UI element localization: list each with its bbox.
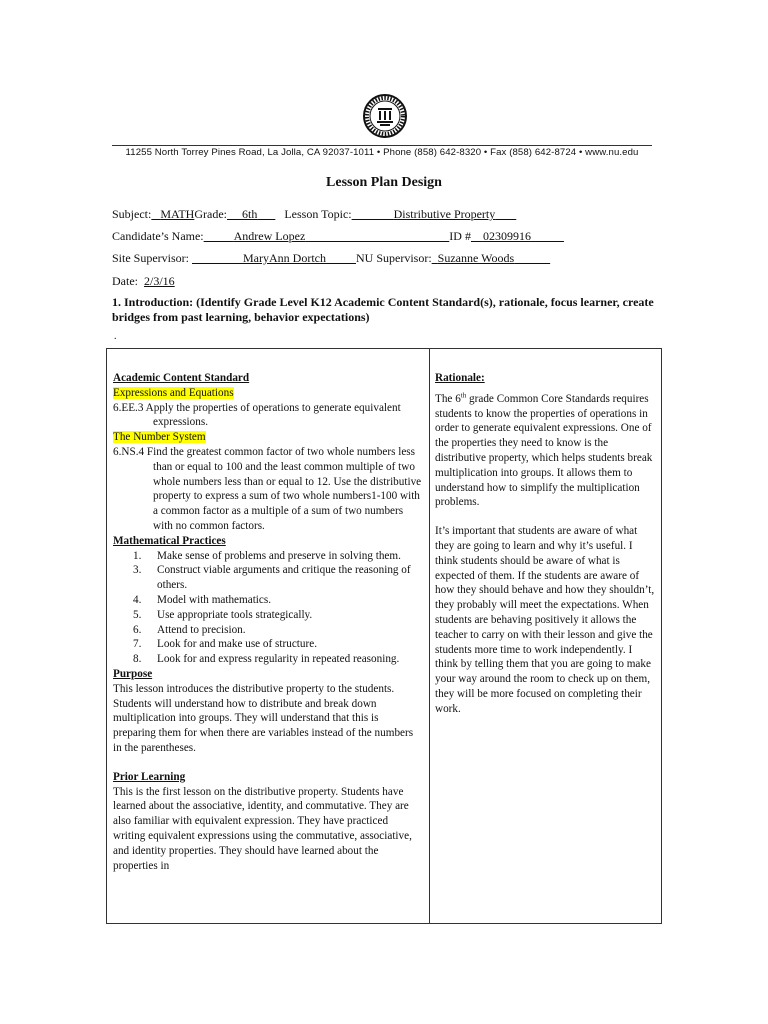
grade-label: Grade: (194, 207, 227, 221)
list-item: 1. Make sense of problems and preserve in solving them. (133, 549, 401, 562)
candidate-label: Candidate’s Name: (112, 229, 204, 243)
subject-line (112, 207, 516, 222)
academic-content-standard-heading: Academic Content Standard (113, 372, 250, 384)
site-supervisor-label: Site Supervisor: (112, 251, 189, 265)
rationale-column (435, 371, 657, 717)
institution-address: 11255 North Torrey Pines Road, La Jolla, CA 92037-1011 • Phone (858) 642-8320 • Fax (858) 642-8724 • www.nu.edu (125, 147, 639, 158)
purpose-heading: Purpose (113, 667, 153, 680)
id-label: ID # (449, 229, 471, 243)
standard-6ee3: 6.EE.3 Apply the properties of operations to generate equivalent expressions. (113, 401, 401, 429)
document-title: Lesson Plan Design (326, 175, 442, 190)
subject-value: MATH (160, 207, 195, 221)
grade-value: 6th (242, 207, 258, 221)
supervisor-line (112, 251, 550, 266)
header-rule (112, 145, 652, 146)
list-item: 3. Construct viable arguments and critique the reasoning of others. (133, 564, 411, 592)
date-line (112, 274, 175, 289)
topic-value: Distributive Property (393, 207, 496, 221)
candidate-value: Andrew Lopez (233, 229, 306, 243)
standard-6ns4: 6.NS.4 Find the greatest common factor of two whole numbers less than or equal to 100 and the least common multiple of two whole numbers less than or equal to 12. Use the distributive property to express a sum of two whole numbers1-100 with a common factor as a multiple of a sum of two numbers with no common factors. (113, 445, 422, 532)
list-item: 5. Use appropriate tools strategically. (133, 608, 313, 621)
expressions-equations-heading: Expressions and Equations (113, 386, 234, 399)
prior-learning-heading: Prior Learning (113, 770, 186, 783)
table-column-divider (429, 348, 430, 924)
mathematical-practices-heading: Mathematical Practices (113, 534, 226, 547)
nu-supervisor-label: NU Supervisor: (355, 251, 432, 265)
purpose-text: This lesson introduces the distributive property to the students. Students will understand how to distribute and break down multiplication into groups. They will understand that this is preparing them for when there are variables instead of the numbers in the parentheses. (113, 682, 414, 754)
rationale-paragraph-1: The 6th grade Common Core Standards requires students to know the properties of operations in order to generate equivalent expressions. One of the properties they need to know is the distributive property, which helps students break multiplication into groups. It allows them to understand how to simplify the multiplication problems. (435, 391, 653, 509)
date-label: Date: (112, 274, 138, 288)
university-seal-icon (363, 94, 407, 138)
prior-learning-text: This is the first lesson on the distributive property. Students have learned about the associative, identity, and commutative. They are also familiar with equivalent expression. They have practiced writing equivalent expressions using the commutative, associative, and identity properties. They should have learned about the properties in (113, 785, 412, 872)
topic-label: Lesson Topic: (284, 207, 352, 221)
subject-label: Subject: (112, 207, 152, 221)
rationale-paragraph-2: It’s important that students are aware of what they are going to learn and why it’s useful. I think students should be aware of what is expected of them. If the students are aware of how they should behave and how they shouldn’t, they probably will meet the expectations. When students are behaving positively it allows the teacher to carry on with their lesson and give the students more time to work independently. I think by telling them that you are going to make your way around the room to check up on them, they will be more focused on completing their work. (435, 525, 655, 715)
list-item: 4. Model with mathematics. (133, 593, 272, 606)
nu-supervisor-value: Suzanne Woods (437, 251, 515, 265)
list-item: 7. Look for and make use of structure. (133, 638, 317, 651)
list-item: 8. Look for and express regularity in repeated reasoning. (133, 653, 400, 666)
introduction-heading: 1. Introduction: (Identify Grade Level K12 Academic Content Standard(s), rationale, focus learner, create bridges from past learning, behavior expectations) (112, 295, 654, 324)
number-system-heading: The Number System (113, 431, 206, 444)
site-supervisor-value: MaryAnn Dortch (243, 251, 326, 265)
rationale-heading: Rationale: (435, 372, 485, 384)
date-value: 2/3/16 (144, 274, 175, 288)
practices-list (113, 549, 423, 667)
stray-period: . (114, 331, 117, 342)
list-item: 6. Attend to precision. (133, 623, 246, 636)
id-value: 02309916 (482, 229, 531, 243)
candidate-line (112, 229, 564, 244)
content-standards-column (113, 371, 423, 873)
